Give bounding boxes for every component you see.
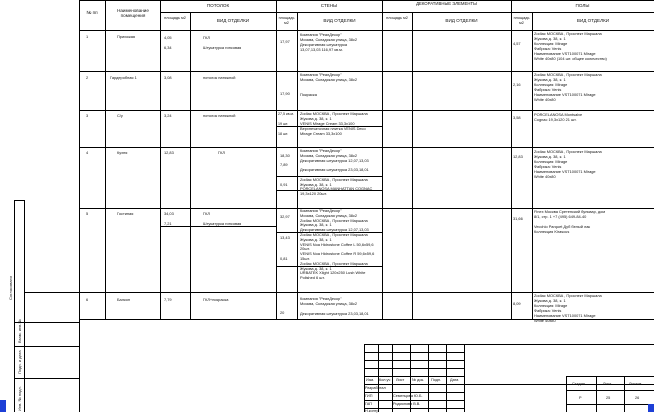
room-name: Прихожая [117,35,135,40]
floor-finish: PORCELANOSA Montsalve Cognac 19,3x120 21 шт. [534,113,582,123]
stamp-line [24,292,79,293]
floor-area: 8,09 [513,302,521,307]
header-walls: СТЕНЫ [276,3,382,8]
stamp-line [14,346,79,347]
header-finish: ВИД ОТДЕЛКИ [297,18,382,23]
wall-area: 17,97 [280,40,290,45]
floor-finish: Zodiac МОСКВА , Проспект Маршала Жукова д. 38, к. 1 Коллекция: Mirage Фабрика: Venis Наименование VST100071 Mirage White 40x80 [534,294,602,323]
room-name: Балкон [117,298,130,303]
tb-line [566,376,567,412]
room-name: Кухня [117,151,127,156]
floor-area: 4,57 [513,42,521,47]
row-line [79,147,654,148]
col-line [160,0,161,319]
ceiling-finish: ГКЛ [218,151,225,156]
row-number: 2 [86,76,88,81]
tb-role-gap: ГАП [365,402,372,407]
row-number: 3 [86,114,88,119]
header-finish: ВИД ОТДЕЛКИ [190,18,276,23]
ceiling-area: 12,83 [164,151,174,156]
wall-finish: Компания "РеалДекор" Москва, Складская улица, 38с2 Покраска [300,73,357,98]
header-finish: ВИД ОТДЕЛКИ [412,18,511,23]
floor-finish: Finex Москва Сретенский бульвар, дом 8/1, стр. 1 +7 (495) 649-84-40 Vecchio Parquet Дуб белый лак Коллекция Kirascus [534,210,605,235]
wall-finish: Zodiac МОСКВА , Проспект Маршала Жукова д. 38, к. 1 VENIS Mirage Cream 33,3x100 Верхнечаточная плитка VENIS Deco Mirage Cream 33,3x100 [300,112,368,137]
header-decor: ДЕКОРАТИВНЫЕ ЭЛЕМЕНТЫ [382,1,511,6]
wall-finish: Компания "РеалДекор" Москва, Складская улица, 38с2 Декоративная штукатурка 23,03,18,01 [300,297,369,317]
col-line [511,0,512,319]
blue-marker [648,404,654,412]
tb-col: Лист [396,378,404,383]
row-number: 5 [86,212,88,217]
ceiling-finish: потолок натяжной [203,114,235,119]
side-label-inv: Инв. № подл. [17,386,22,411]
floor-area: 3,58 [513,116,521,121]
tb-col: № док. [412,378,424,383]
tb-stage-label: Стадия [572,382,585,387]
wall-area: 20 [280,306,284,316]
floor-finish: Zodiac МОСКВА , Проспект Маршала Жукова д. 38, к. 1 Коллекция: Mirage Фабрика: Venis Наименование VST100071 Mirage White 40x80 [534,150,602,179]
header-area: площадь м2 [276,16,297,26]
stamp-line [14,378,79,379]
tb-col: Кол.уч [379,378,390,383]
ceiling-area: 3,24 [164,114,172,119]
side-label-replace: Взам. инв.№ [17,319,22,343]
floor-area: 31,66 [513,217,523,222]
tb-role-control: Н.контр [365,409,379,414]
tb-line [566,376,654,377]
tb-col: Дата [450,378,458,383]
header-ceiling: ПОТОЛОК [160,3,276,8]
blue-marker [0,400,6,412]
side-label-sign: Подп. и дата [17,350,22,374]
floor-finish: Zodiac МОСКВА , Проспект Маршала Жукова д. 38, к. 1 Коллекция: Mirage Фабрика: Venis Наименование VST100071 Mirage White 40x80 (104 шт. общее количество) [534,32,607,61]
header-room: Наименование помещения [110,8,156,18]
col-line [276,0,277,319]
header-finish: ВИД ОТДЕЛКИ [532,18,654,23]
header-area: площадь м2 [382,16,412,21]
tb-line [464,344,465,412]
ceiling-finish: ГКЛ Штукатурка гипсовая [203,212,241,227]
tb-sheet-value: 25 [606,396,610,401]
wall-finish: Компания "РеалДекор" Москва, Складская улица, 38с2 Декоративная штукатурка 13,07,13,03 116,97 кв.м. [300,33,357,53]
tb-person: Семенцова Ю.Б. [393,394,423,399]
ceiling-finish: ГКЛ+покраска [203,298,228,303]
header-floors: ПОЛЫ [511,3,654,8]
wall-area: 18,30 7,89 0,91 [280,149,290,187]
frame-left [79,0,80,412]
tb-role-developer: Разработал [365,386,386,391]
floor-area: 2,16 [513,83,521,88]
stamp-line [14,200,15,412]
tb-person: Родионова В.В. [393,402,420,407]
side-label-agreed: Согласовано [8,276,13,300]
wall-area: 32,97 13,43 0,81 [280,209,290,261]
tb-sheet-label: Лист [603,382,611,387]
ceiling-area: 7,79 [164,298,172,303]
tb-sheets-value: 26 [635,396,639,401]
ceiling-area: 4,05 6,34 [164,36,172,51]
floor-finish: Zodiac МОСКВА , Проспект Маршала Жукова д. 38, к. 1 Коллекция: Mirage Фабрика: Venis Наименование VST100071 Mirage White 40x80 [534,73,602,102]
ceiling-area: 3,08 [164,76,172,81]
tb-sheets-label: Листов [629,382,641,387]
row-number: 6 [86,298,88,303]
tb-role-gip: ГИП [365,394,373,399]
room-name: С/у [117,114,123,119]
wall-finish: Компания "РеалДекор" Москва, Складская улица, 38с2 Zodiac МОСКВА , Проспект Маршала Жукова д. 38, к. 1 Декоративная штукатурка 12,07,13,03 Zodiac МОСКВА , Проспект Маршала Жукова д. 38, к. 1 VENIS Noa Hidrostone Coffee L 50,6x59,6 20шт. VENIS Noa Hidrostone Coffee R 59,6x59,6 15шт. Zodiac МОСКВА , Проспект Маршала Жукова д. 38, к. 1 URBATEK Xlight 120x250 Lush White Polished 6 шт. [300,209,374,281]
col-line [382,0,383,319]
ceiling-area: 34,03 7,21 [164,212,174,227]
stamp-line [24,200,25,412]
row-number: 1 [86,35,88,40]
stamp-line [14,322,79,323]
tb-col: Подп. [431,378,441,383]
ceiling-finish: ГКЛ Штукатурка гипсовая [203,36,241,51]
wall-area: 17,90 [280,82,290,97]
tb-col: Изм. [366,378,374,383]
tb-line [364,344,654,345]
floor-area: 12,83 [513,155,523,160]
room-name: Гардеробная 1 [110,76,137,81]
frame-top [79,0,654,1]
row-number: 4 [86,151,88,156]
col-line [105,0,106,319]
wall-area: 27,5 кв.м. 19 шт. 18 шт. [278,112,294,137]
header-area: площадь м2 [160,16,190,21]
stamp-line [14,200,24,201]
tb-stage-value: Р [579,396,582,401]
header-area: площадь м2 [511,16,532,26]
room-name: Гостиная [117,212,133,217]
ceiling-finish: потолок натяжной [203,76,235,81]
wall-finish: Компания "РеалДекор" Москва, Складская улица, 38с2 Декоративная штукатурка 12,07,13,03 Декоративная штукатурка 23,03,18,01 Zodiac МОСКВА , Проспект Маршала Жукова д. 38, к. 1 PORCELANOSA MANHATTAN COGNAC 19,3x120 20шт. [300,149,372,197]
header-num: № пп [79,10,105,15]
